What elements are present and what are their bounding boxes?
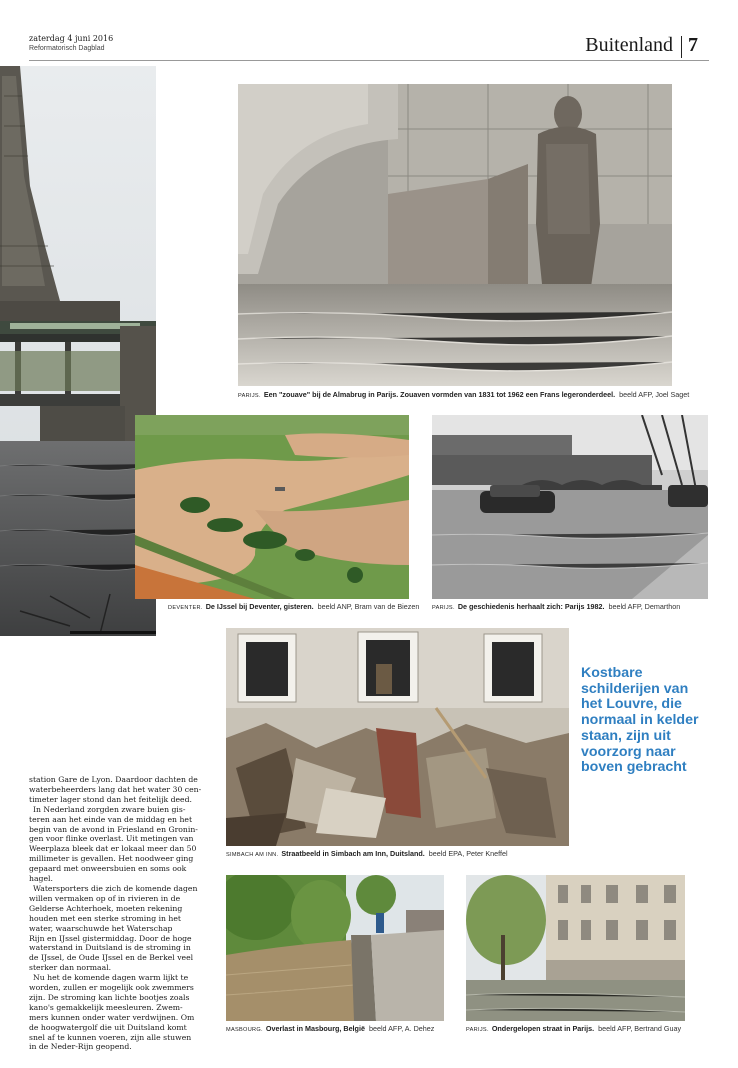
caption-text: Overlast in Masbourg, België — [265, 1024, 365, 1033]
photo-eiffel-tower-flood — [0, 66, 156, 636]
caption-zouave — [238, 390, 689, 401]
caption-text: Straatbeeld in Simbach am Inn, Duitsland. — [281, 849, 425, 858]
article-line: willen vermaken op of in rivieren in de — [29, 893, 181, 903]
article-line: Gelderse Achterhoek, moeten rekening — [29, 903, 183, 913]
article-line: snel af te kunnen voeren, zijn alle stuwen — [29, 1032, 192, 1042]
header-rule — [29, 60, 709, 61]
caption-text: De IJssel bij Deventer, gisteren. — [205, 602, 314, 611]
article-line: teren aan het einde van de middag en het — [29, 814, 193, 824]
article-line: gepaard met onweersbuien en soms ook — [29, 864, 187, 874]
caption-credit: beeld AFP, A. Dehez — [368, 1024, 435, 1033]
photo-paris-1982 — [432, 415, 708, 599]
caption-masbourg — [226, 1024, 434, 1035]
article-line: gen voor flinke overlast. Uit metingen van — [29, 834, 194, 844]
photo-simbach-debris — [226, 628, 569, 846]
photo-masbourg-flood — [226, 875, 444, 1021]
article-line: Nu het de komende dagen warm lijkt te — [33, 973, 189, 983]
page-number: 7 — [688, 34, 698, 56]
caption-location: DEVENTER. — [168, 605, 203, 611]
article-line: de IJssel, de Oude IJssel en de Berkel veel — [29, 953, 194, 963]
article-line: Weerplaza bleek dat er lokaal meer dan 50 — [29, 844, 197, 854]
article-line: worden, zullen er mogelijk ook zwemmers — [29, 983, 194, 993]
article-line: zijn. De stroming kan lichte bootjes zoals — [29, 992, 190, 1002]
issue-date: zaterdag 4 juni 2016 — [29, 34, 114, 43]
caption-simbach — [226, 849, 508, 860]
article-line: hagel. — [29, 874, 53, 884]
caption-deventer — [168, 602, 419, 613]
caption-location: PARIJS. — [238, 393, 261, 399]
caption-text: Ondergelopen straat in Parijs. — [491, 1024, 595, 1033]
article-line: in de Neder-Rijn geopend. — [29, 1042, 132, 1052]
caption-paris-1982 — [432, 602, 680, 613]
article-line: millimeter is gevallen. Het noodweer ging — [29, 854, 194, 864]
article-line: begin van de avond in Friesland en Gronin- — [29, 824, 198, 834]
article-line: Watersporters die zich de komende dagen — [33, 883, 198, 893]
article-line: kano's gemakkelijk meesleuren. Zwem- — [29, 1002, 183, 1012]
article-line: water, waarschuwde het Waterschap — [29, 923, 173, 933]
caption-paris-street — [466, 1024, 681, 1035]
article-line: waterstand in Duitsland is de stroming in — [29, 943, 191, 953]
caption-credit: beeld AFP, Joel Saget — [619, 390, 690, 399]
article-line: sterker dan normaal. — [29, 963, 112, 973]
section-title: Buitenland — [585, 34, 673, 56]
photo-ijssel-deventer — [135, 415, 409, 599]
article-line: houden met een sterke stroming in het — [29, 913, 182, 923]
article-line: station Gare de Lyon. Daardoor dachten de — [29, 775, 198, 784]
caption-credit: beeld EPA, Peter Kneffel — [428, 849, 508, 858]
caption-location: MASBOURG. — [226, 1027, 263, 1033]
article-line: In Nederland zorgden zware buien gis- — [33, 804, 186, 814]
caption-text: De geschiedenis herhaalt zich: Parijs 1982. — [457, 602, 605, 611]
article-line: waterbeheerders lang dat het water 30 cen- — [29, 784, 202, 794]
caption-location: SIMBACH AM INN. — [226, 852, 279, 858]
photo-paris-flooded-street — [466, 875, 685, 1021]
article-line: de hoogwatergolf die uit Duitsland komt — [29, 1022, 187, 1032]
header-divider — [681, 36, 682, 58]
caption-credit: beeld ANP, Bram van de Biezen — [317, 602, 420, 611]
photo-zouave-statue — [238, 84, 672, 386]
pull-quote: Kostbare schilderijen van het Louvre, die normaal in kelder staan, zijn uit voorzorg naar boven gebracht — [581, 665, 699, 776]
caption-credit: beeld AFP, Bertrand Guay — [598, 1024, 682, 1033]
caption-text: Een "zouave" bij de Almabrug in Parijs. Zouaven vormden van 1831 tot 1962 een Frans legeronderdeel. — [263, 390, 616, 399]
caption-location: PARIJS. — [432, 605, 455, 611]
newspaper-name: Reformatorisch Dagblad — [29, 45, 105, 52]
caption-location: PARIJS. — [466, 1027, 489, 1033]
article-line: Rijn en IJssel gistermiddag. Door de hoge — [29, 933, 192, 943]
caption-credit: beeld AFP, Demarthon — [608, 602, 681, 611]
article-line: timeter lager stond dan het feitelijk deed. — [29, 794, 192, 804]
article-body — [29, 775, 202, 1052]
article-line: mers kunnen onder water verdwijnen. Om — [29, 1012, 195, 1022]
